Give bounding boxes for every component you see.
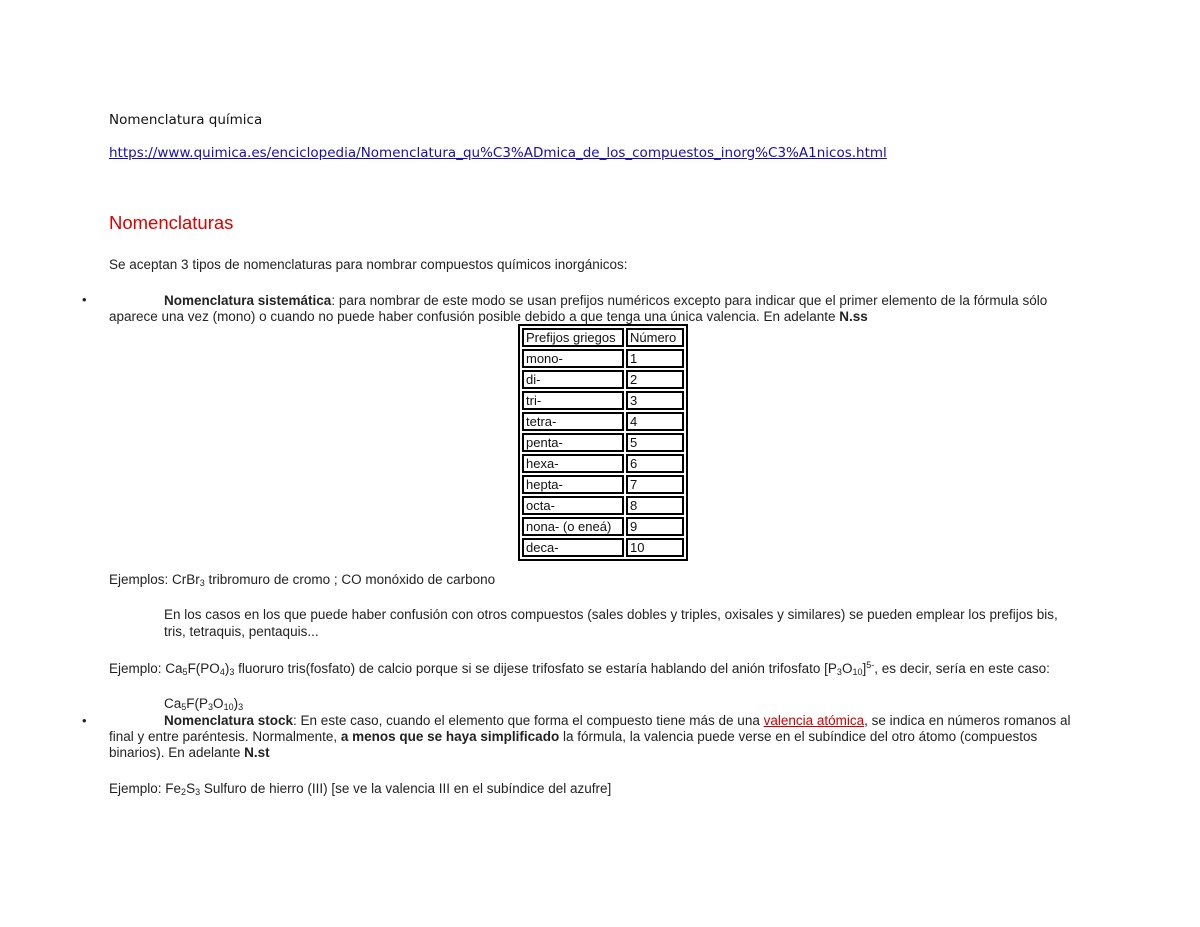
subscript: 2 (181, 787, 187, 797)
formula-part: Fe (165, 781, 182, 796)
table-cell: tri- (522, 391, 624, 410)
table-row (522, 370, 684, 389)
formula-part: Ca (165, 661, 183, 676)
table-row (522, 349, 684, 368)
table-cell: 4 (626, 412, 684, 431)
sistematica-text: : para nombrar de este modo se usan prefijos numéricos excepto para indicar que el primer elemento de la fórmula sólo (331, 293, 1048, 308)
example2-paragraph (109, 661, 1050, 677)
table-cell: di- (522, 370, 624, 389)
casos-line-1: En los casos en los que puede haber confusión con otros compuestos (sales dobles y triples, oxisales y similares) se pueden emplear los prefijos bis, (164, 607, 1058, 622)
example3-paragraph (109, 781, 611, 797)
example2-text: fluoruro tris(fosfato) de calcio porque si se dijese trifosfato se estaría hablando del anión trifosfato [P (234, 661, 837, 676)
table-header-cell: Número (626, 328, 684, 347)
stock-text: la fórmula, la valencia puede verse en el subíndice del otro átomo (compuestos (559, 729, 1038, 744)
table-cell: 9 (626, 517, 684, 536)
formula-part: F(PO (187, 661, 220, 676)
stock-line-1 (164, 713, 1071, 729)
examples-paragraph (109, 572, 495, 588)
prefixes-table (518, 324, 688, 561)
table-cell: 6 (626, 454, 684, 473)
stock-text: , se indica en números romanos al (864, 713, 1071, 728)
stock-abbr: N.st (244, 745, 270, 760)
table-cell: mono- (522, 349, 624, 368)
table-cell: 2 (626, 370, 684, 389)
stock-text: final y entre paréntesis. Normalmente, (109, 729, 341, 744)
bullet-icon (82, 292, 87, 307)
valencia-link[interactable]: valencia atómica (763, 713, 865, 728)
subscript: 4 (219, 667, 225, 677)
subscript: 3 (836, 667, 842, 677)
sistematica-line-1 (164, 293, 1047, 309)
table-cell: 10 (626, 538, 684, 557)
subscript: 10 (223, 702, 234, 712)
superscript: 5- (866, 660, 875, 670)
table-cell: nona- (o eneá) (522, 517, 624, 536)
stock-line-3 (109, 745, 270, 761)
source-link[interactable]: https://www.quimica.es/enciclopedia/Nomenclatura_qu%C3%ADmica_de_los_compuestos_inorg%C3%A1nicos.html (109, 145, 887, 161)
formula-part: S (186, 781, 196, 796)
table-cell: hepta- (522, 475, 624, 494)
table-cell: hexa- (522, 454, 624, 473)
table-cell: 8 (626, 496, 684, 515)
casos-line-2: tris, tetraquis, pentaquis... (164, 624, 319, 639)
table-cell: 1 (626, 349, 684, 368)
sistematica-abbr: N.ss (839, 309, 868, 324)
table-row (522, 475, 684, 494)
table-cell: tetra- (522, 412, 624, 431)
table-row (522, 517, 684, 536)
table-cell: octa- (522, 496, 624, 515)
formula-part: F(P (186, 696, 209, 711)
table-cell: 3 (626, 391, 684, 410)
subscript: 3 (195, 787, 201, 797)
table-cell: deca- (522, 538, 624, 557)
example2-label: Ejemplo: (109, 661, 166, 676)
stock-term: Nomenclatura stock (164, 713, 294, 728)
formula-line (164, 696, 243, 712)
formula-part: Ca (164, 696, 182, 711)
subscript: 5 (181, 702, 187, 712)
intro-paragraph: Se aceptan 3 tipos de nomenclaturas para nombrar compuestos químicos inorgánicos: (109, 257, 628, 272)
formula-part: O (213, 696, 224, 711)
table-cell: 7 (626, 475, 684, 494)
formula-part: ] (862, 661, 867, 676)
stock-text: : En este caso, cuando el elemento que forma el compuesto tiene más de una (293, 713, 764, 728)
subscript: 3 (238, 702, 244, 712)
example3-text: Sulfuro de hierro (III) [se ve la valencia III en el subíndice del azufre] (200, 781, 612, 796)
subscript: 10 (852, 667, 863, 677)
subscript: 3 (229, 667, 235, 677)
formula-part: O (841, 661, 853, 676)
subscript: 3 (208, 702, 214, 712)
formula-part: ) (224, 661, 230, 676)
table-header-cell: Prefijos griegos (522, 328, 624, 347)
document-title: Nomenclatura química (109, 112, 263, 128)
sistematica-text-2: aparece una vez (mono) o cuando no puede haber confusión posible debido a que tenga una única valencia. En adelante (109, 309, 840, 324)
table-row (522, 412, 684, 431)
example3-label: Ejemplo: (109, 781, 166, 796)
example2-tail: , es decir, sería en este caso: (874, 661, 1050, 676)
sistematica-line-2 (109, 309, 868, 325)
examples-text: tribromuro de cromo ; CO monóxido de carbono (204, 572, 496, 587)
subscript: 3 (199, 578, 205, 588)
table-cell: penta- (522, 433, 624, 452)
table-cell: 5 (626, 433, 684, 452)
stock-emphasis: a menos que se haya simplificado (340, 729, 560, 744)
table-header-row (522, 328, 684, 347)
stock-text: binarios). En adelante (109, 745, 245, 760)
table-row (522, 391, 684, 410)
subscript: 5 (182, 667, 188, 677)
formula-crbr: CrBr (172, 572, 200, 587)
examples-label: Ejemplos: (109, 572, 173, 587)
table-row (522, 454, 684, 473)
stock-line-2 (109, 729, 1037, 745)
bullet-icon (82, 713, 87, 728)
table-row (522, 538, 684, 557)
section-heading: Nomenclaturas (109, 212, 234, 233)
table-row (522, 496, 684, 515)
table-row (522, 433, 684, 452)
formula-part: ) (233, 696, 239, 711)
sistematica-term: Nomenclatura sistemática (164, 293, 332, 308)
